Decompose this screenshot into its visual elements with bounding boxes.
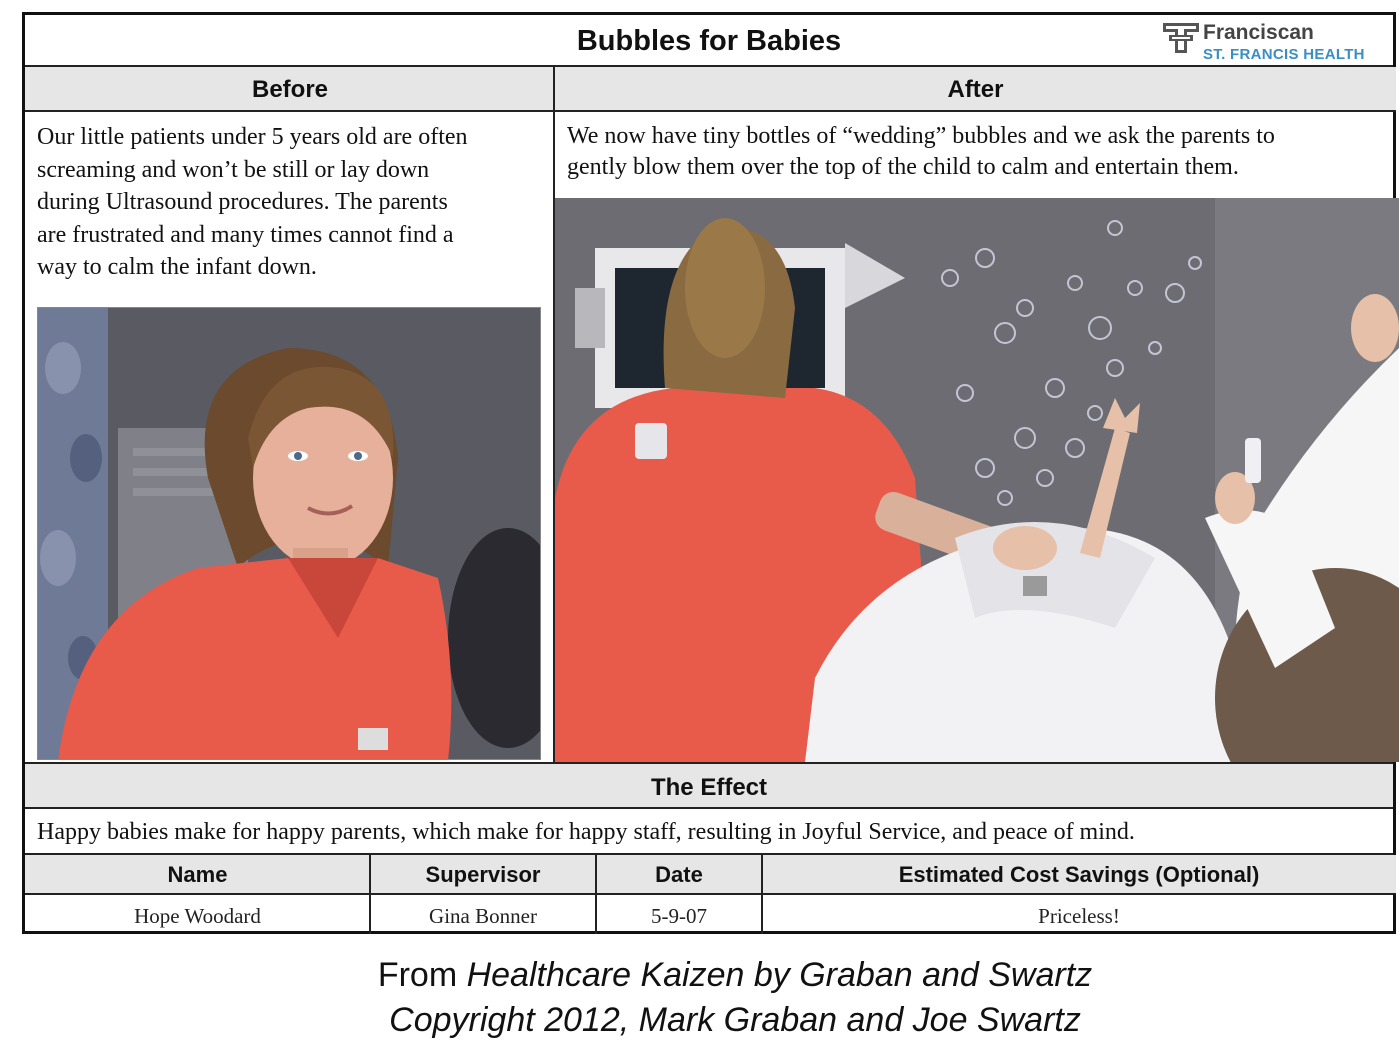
caption-prefix: From (377, 956, 467, 994)
kaizen-card (22, 12, 1396, 934)
before-line: Our little patients under 5 years old are often (37, 124, 468, 150)
cross-logo-icon (1161, 21, 1201, 55)
after-header: After (555, 67, 1396, 112)
name-header: Name (25, 855, 370, 895)
title-row (25, 15, 1393, 67)
before-description (37, 121, 547, 284)
after-description (567, 121, 1392, 183)
caption-copyright: Copyright 2012, Mark Graban and Joe Swartz (389, 1001, 1081, 1039)
logo-name: Franciscan (1203, 21, 1314, 44)
supervisor-header: Supervisor (370, 855, 596, 895)
savings-value: Priceless! (1038, 904, 1120, 928)
submission-table (25, 855, 1393, 934)
before-line: screaming and won’t be still or lay down (37, 156, 430, 183)
table-divider (369, 855, 371, 934)
table-divider (595, 855, 597, 934)
effect-description: Happy babies make for happy parents, which make for happy staff, resulting in Joyful Service, and peace of mind. (37, 819, 1135, 845)
after-line: We now have tiny bottles of “wedding” bubbles and we ask the parents to (567, 123, 1275, 149)
before-photo (37, 307, 541, 760)
nurse-portrait-image (38, 308, 541, 760)
effect-header: The Effect (25, 762, 1393, 809)
after-line: gently blow them over the top of the child to calm and entertain them. (567, 154, 1239, 180)
date-value: 5-9-07 (651, 904, 707, 928)
card-title: Bubbles for Babies (576, 25, 842, 57)
supervisor-value: Gina Bonner (429, 904, 537, 928)
table-divider (761, 855, 763, 934)
savings-header: Estimated Cost Savings (Optional) (762, 855, 1396, 895)
after-photo (555, 198, 1399, 762)
before-line: are frustrated and many times cannot find a (37, 221, 454, 248)
logo-subname: ST. FRANCIS HEALTH (1203, 46, 1365, 63)
name-value: Hope Woodard (134, 904, 261, 928)
before-line: during Ultrasound procedures. The parents (37, 189, 448, 215)
before-line: way to calm the infant down. (37, 254, 317, 280)
bubbles-scene-image (555, 198, 1399, 762)
date-header: Date (596, 855, 762, 895)
caption-source (35, 956, 1400, 995)
before-header: Before (25, 67, 555, 112)
franciscan-logo (1161, 19, 1387, 63)
caption-book-title: Healthcare Kaizen by Graban and Swartz (466, 956, 1093, 994)
